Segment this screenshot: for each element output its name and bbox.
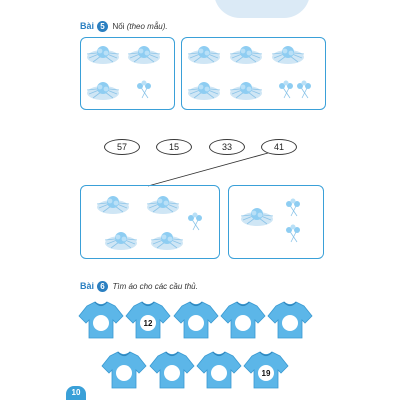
exercise-label: Bài (80, 281, 95, 291)
shirt-icon[interactable] (221, 302, 265, 338)
shirt-icon[interactable] (174, 302, 218, 338)
shirt-icon[interactable] (244, 352, 288, 388)
number-oval-3[interactable]: 33 (209, 139, 245, 155)
exercise-number: 5 (97, 21, 108, 32)
number-oval-2[interactable]: 15 (156, 139, 192, 155)
exercise-number: 6 (97, 281, 108, 292)
shirt-icon[interactable] (126, 302, 170, 338)
shirt-number: 19 (261, 369, 271, 378)
shirt-icon[interactable] (197, 352, 241, 388)
shirt-number: 12 (143, 319, 153, 328)
exercise-label: Bài (80, 21, 95, 31)
shirt-icon[interactable] (268, 302, 312, 338)
shirt-icon[interactable] (79, 302, 123, 338)
number-oval-4[interactable]: 41 (261, 139, 297, 155)
number-oval-1[interactable]: 57 (104, 139, 140, 155)
exercise-instruction: Tìm áo cho các cầu thủ. (112, 282, 198, 291)
shirt-icon[interactable] (102, 352, 146, 388)
exercise-instruction: Nối (theo mẫu). (112, 22, 168, 31)
shirt-icon[interactable] (150, 352, 194, 388)
page-number: 10 (66, 386, 86, 400)
